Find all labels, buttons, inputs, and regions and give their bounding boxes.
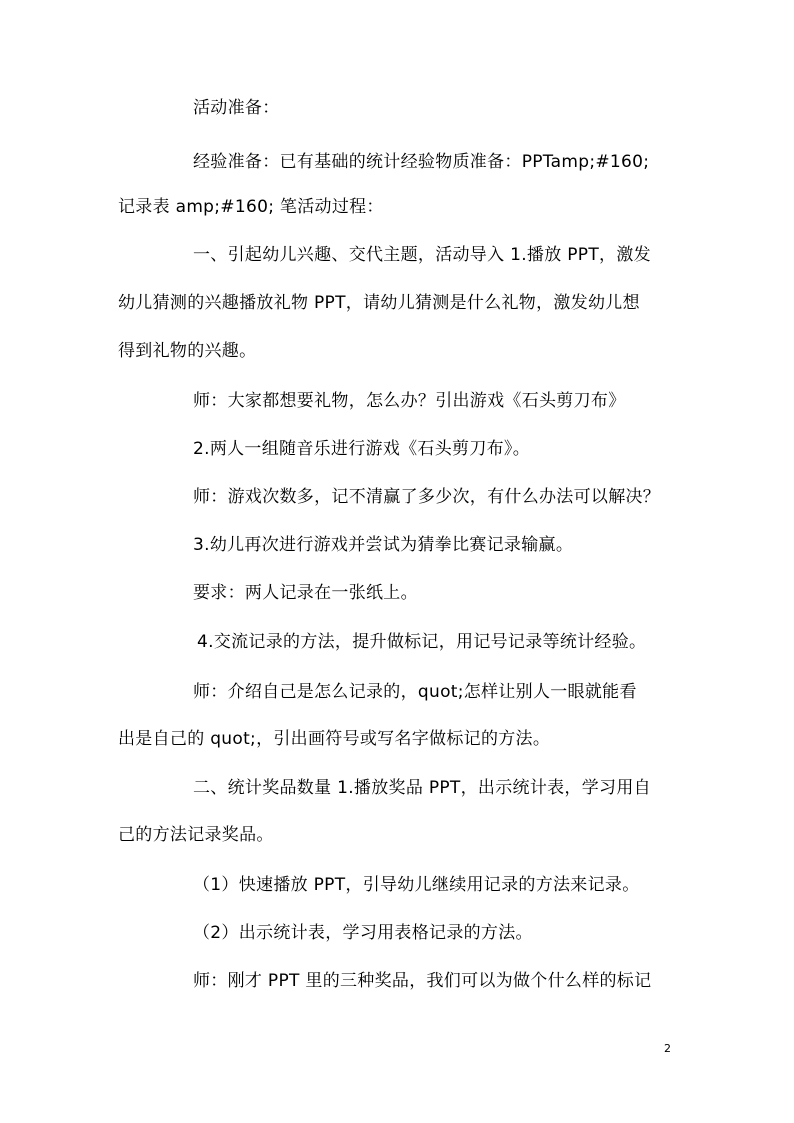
paragraph-section-two-line-2: 己的方法记录奖品。	[118, 825, 274, 845]
paragraph-section-two-line-1: 二、统计奖品数量 1.播放奖品 PPT，出示统计表，学习用自	[193, 778, 651, 798]
paragraph-experience-prep-line-2: 记录表 amp;#160; 笔活动过程：	[118, 197, 384, 217]
paragraph-requirement: 要求：两人记录在一张纸上。	[193, 583, 418, 603]
paragraph-experience-prep-line-1: 经验准备：已有基础的统计经验物质准备：PPTamp;#160;	[193, 152, 650, 172]
paragraph-substep-1: （1）快速播放 PPT，引导幼儿继续用记录的方法来记录。	[193, 875, 640, 895]
paragraph-teacher-question-gift: 师：大家都想要礼物，怎么办？引出游戏《石头剪刀布》	[193, 391, 626, 411]
paragraph-section-one-line-1: 一、引起幼儿兴趣、交代主题，活动导入 1.播放 PPT，激发	[193, 245, 651, 265]
paragraph-section-one-line-2: 幼儿猜测的兴趣播放礼物 PPT，请幼儿猜测是什么礼物，激发幼儿想	[118, 293, 640, 313]
page-number: 2	[664, 1042, 671, 1055]
paragraph-step-3: 3.幼儿再次进行游戏并尝试为猜拳比赛记录输赢。	[193, 535, 574, 555]
paragraph-step-4: 4.交流记录的方法，提升做标记，用记号记录等统计经验。	[197, 632, 647, 652]
paragraph-teacher-prize-marks: 师：刚才 PPT 里的三种奖品，我们可以为做个什么样的标记	[193, 971, 652, 991]
paragraph-teacher-introduce-line-1: 师：介绍自己是怎么记录的，quot;怎样让别人一眼就能看	[193, 682, 637, 702]
paragraph-teacher-question-count: 师：游戏次数多，记不清赢了多少次，有什么办法可以解决？	[193, 487, 661, 507]
paragraph-section-one-line-3: 得到礼物的兴趣。	[118, 341, 257, 361]
paragraph-teacher-introduce-line-2: 出是自己的 quot;，引出画符号或写名字做标记的方法。	[118, 729, 551, 749]
paragraph-step-2: 2.两人一组随音乐进行游戏《石头剪刀布》。	[193, 439, 531, 459]
paragraph-substep-2: （2）出示统计表，学习用表格记录的方法。	[193, 923, 533, 943]
paragraph-activity-prep: 活动准备：	[193, 98, 280, 118]
